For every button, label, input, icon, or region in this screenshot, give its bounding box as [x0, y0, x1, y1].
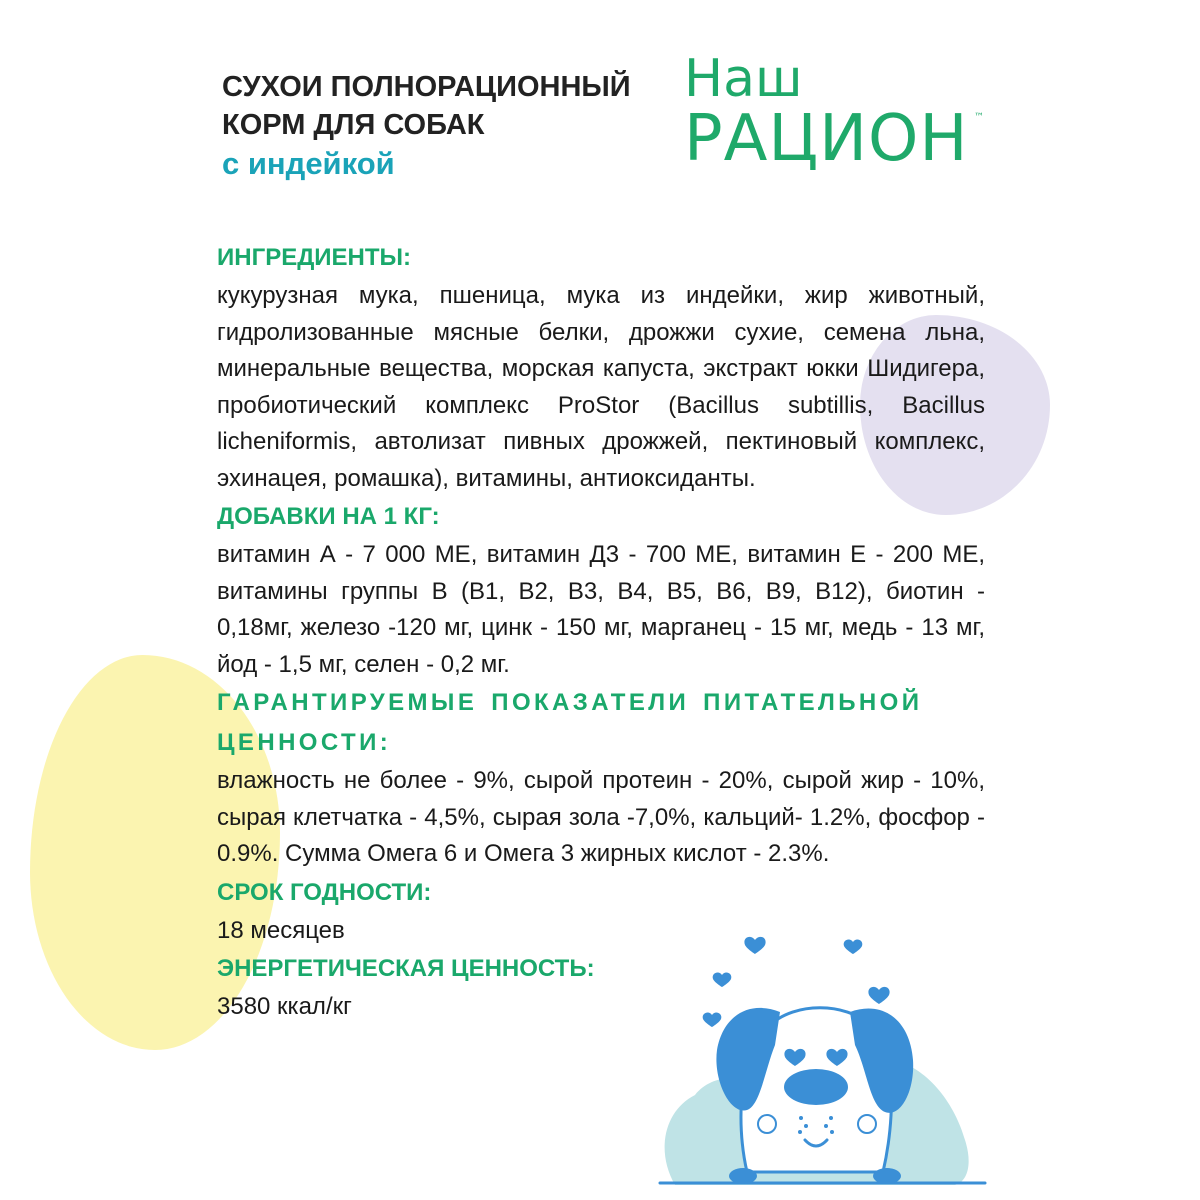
brand-logo-line2: РАЦИОН [684, 102, 969, 176]
additives-heading: ДОБАВКИ НА 1 КГ: [217, 503, 440, 530]
additives-text: витамин А - 7 000 МЕ, витамин Д3 - 700 МЕ, витамин Е - 200 МЕ, витамины группы В (В1, В2, В3, В4, В5, В6, В9, В12), биотин - 0,18мг, железо -120 мг, цинк - 150 мг, марганец - 15 мг, медь - 13 мг, йод - 1,5 мг, селен - 0,2 мг. [217, 541, 985, 678]
ingredients-heading: ИНГРЕДИЕНТЫ: [217, 244, 412, 271]
product-flavor: с индейкой [222, 146, 395, 181]
energy-text: 3580 ккал/кг [217, 993, 352, 1020]
product-type-line: СУХОИ ПОЛНОРАЦИОННЫЙ [222, 71, 631, 103]
product-description [217, 238, 985, 1026]
trademark-mark: ™ [974, 112, 984, 123]
brand-logo [684, 49, 984, 176]
product-target-line: КОРМ ДЛЯ СОБАК [222, 109, 485, 141]
dog-with-hearts-icon [655, 920, 995, 1195]
shelf-life-text: 18 месяцев [217, 916, 345, 944]
ingredients-text: кукурузная мука, пшеница, мука из индейки, жир животный, гидролизованные мясные белки, дрожжи сухие, семена льна, минеральные вещества, морская капуста, экстракт юкки Шидигера, пробиотический комплекс ProStor (Bacillus subtillis, Bacillus licheniformis, автолизат пивных дрожжей, пектиновый комплекс, эхинацея, ромашка), витамины, антиоксиданты. [217, 282, 985, 492]
product-header [222, 68, 631, 183]
nutrition-heading: ГАРАНТИРУЕМЫЕ ПОКАЗАТЕЛИ ПИТАТЕЛЬНОЙ ЦЕННОСТИ: [217, 689, 923, 756]
brand-logo-line1: Наш [684, 49, 803, 109]
shelf-life-heading: СРОК ГОДНОСТИ: [217, 878, 432, 906]
nutrition-text: влажность не более - 9%, сырой протеин - 20%, сырой жир - 10%, сырая клетчатка - 4,5%, сырая зола -7,0%, кальций- 1.2%, фосфор - 0.9%. Сумма Омега 6 и Омега 3 жирных кислот - 2.3%. [217, 767, 985, 867]
energy-heading: ЭНЕРГЕТИЧЕСКАЯ ЦЕННОСТЬ: [217, 955, 595, 982]
